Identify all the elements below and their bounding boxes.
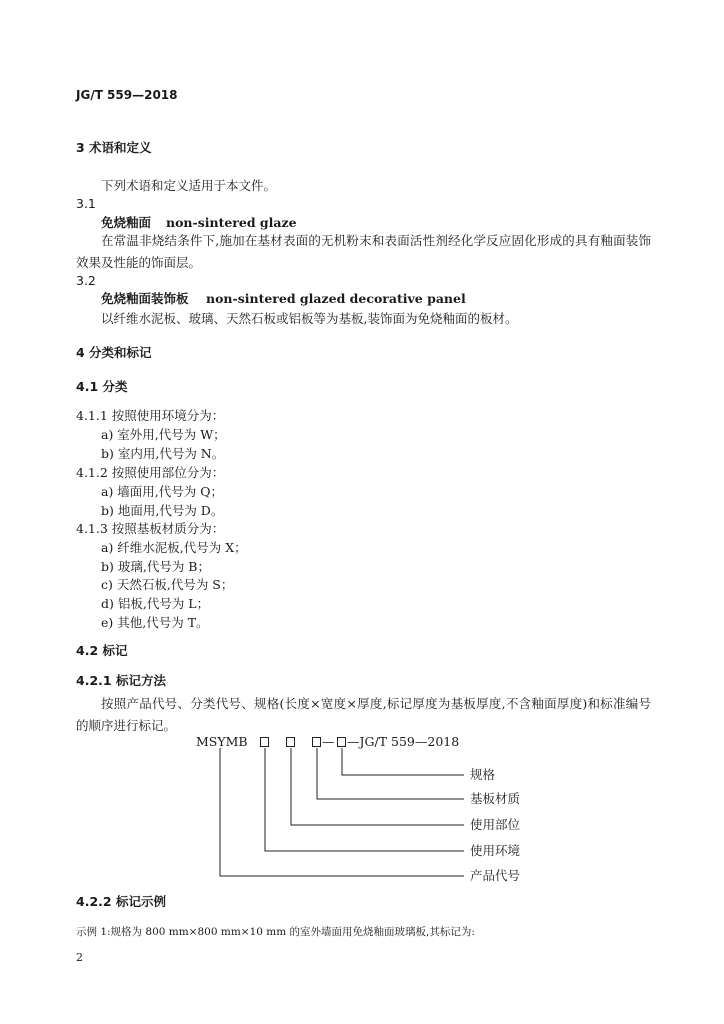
term-3-1-en: non-sintered glaze xyxy=(166,215,297,230)
list-item: c) 天然石板,代号为 S； xyxy=(101,577,234,592)
clause-4-1-3: 4.1.3 按照基板材质分为： xyxy=(76,521,225,536)
list-item: a) 纤维水泥板,代号为 X； xyxy=(101,540,247,555)
term-3-1-cn: 免烧釉面 xyxy=(101,215,152,230)
example-1-text: 示例 1:规格为 800 mm×800 mm×10 mm 的室外墙面用免烧釉面玻璃板,其标记为: xyxy=(76,926,475,938)
diagram-label-material: 基板材质 xyxy=(470,791,521,806)
list-item: a) 墙面用,代号为 Q； xyxy=(101,484,223,499)
list-item: a) 室外用,代号为 W； xyxy=(101,427,226,442)
section-4-2-1-heading: 4.2.1 标记方法 xyxy=(76,673,166,688)
term-3-1-definition: 在常温非烧结条件下,施加在基材表面的无机粉末和表面活性剂经化学反应固化形成的具有釉面装饰效果及性能的饰面层。 xyxy=(76,233,651,270)
term-3-1-number: 3.1 xyxy=(76,196,96,211)
section-4-2-2-heading: 4.2.2 标记示例 xyxy=(76,894,166,909)
dash: — xyxy=(322,734,335,749)
page-number: 2 xyxy=(76,951,83,964)
list-item: b) 室内用,代号为 N。 xyxy=(101,446,225,461)
diagram-label-environment: 使用环境 xyxy=(470,843,521,858)
diagram-label-location: 使用部位 xyxy=(470,817,521,832)
clause-4-1-1: 4.1.1 按照使用环境分为： xyxy=(76,408,225,423)
list-item: b) 玻璃,代号为 B； xyxy=(101,559,210,574)
section-4-heading: 4 分类和标记 xyxy=(76,345,152,360)
section-4-1-heading: 4.1 分类 xyxy=(76,379,128,394)
term-3-2-en: non-sintered glazed decorative panel xyxy=(206,291,466,306)
list-item: d) 铝板,代号为 L； xyxy=(101,596,210,611)
list-item: e) 其他,代号为 T。 xyxy=(101,615,209,630)
standard-suffix: —JG/T 559—2018 xyxy=(347,734,460,749)
section-3-intro: 下列术语和定义适用于本文件。 xyxy=(101,178,277,193)
term-3-2-cn: 免烧釉面装饰板 xyxy=(101,291,189,306)
diagram-label-size: 规格 xyxy=(470,767,496,782)
marking-method-text: 按照产品代号、分类代号、规格(长度×宽度×厚度,标记厚度为基板厚度,不含釉面厚度)和标准编号的顺序进行标记。 xyxy=(76,696,651,733)
product-code: MSYMB xyxy=(196,734,248,749)
list-item: b) 地面用,代号为 D。 xyxy=(101,503,224,518)
section-3-heading: 3 术语和定义 xyxy=(76,140,152,155)
term-3-2-definition: 以纤维水泥板、玻璃、天然石板或铝板等为基板,装饰面为免烧釉面的板材。 xyxy=(101,311,518,326)
section-4-2-heading: 4.2 标记 xyxy=(76,643,128,658)
term-3-2-number: 3.2 xyxy=(76,273,96,288)
diagram-label-product-code: 产品代号 xyxy=(470,868,521,883)
clause-4-1-2: 4.1.2 按照使用部位分为： xyxy=(76,465,225,480)
standard-header: JG/T 559—2018 xyxy=(76,88,178,102)
